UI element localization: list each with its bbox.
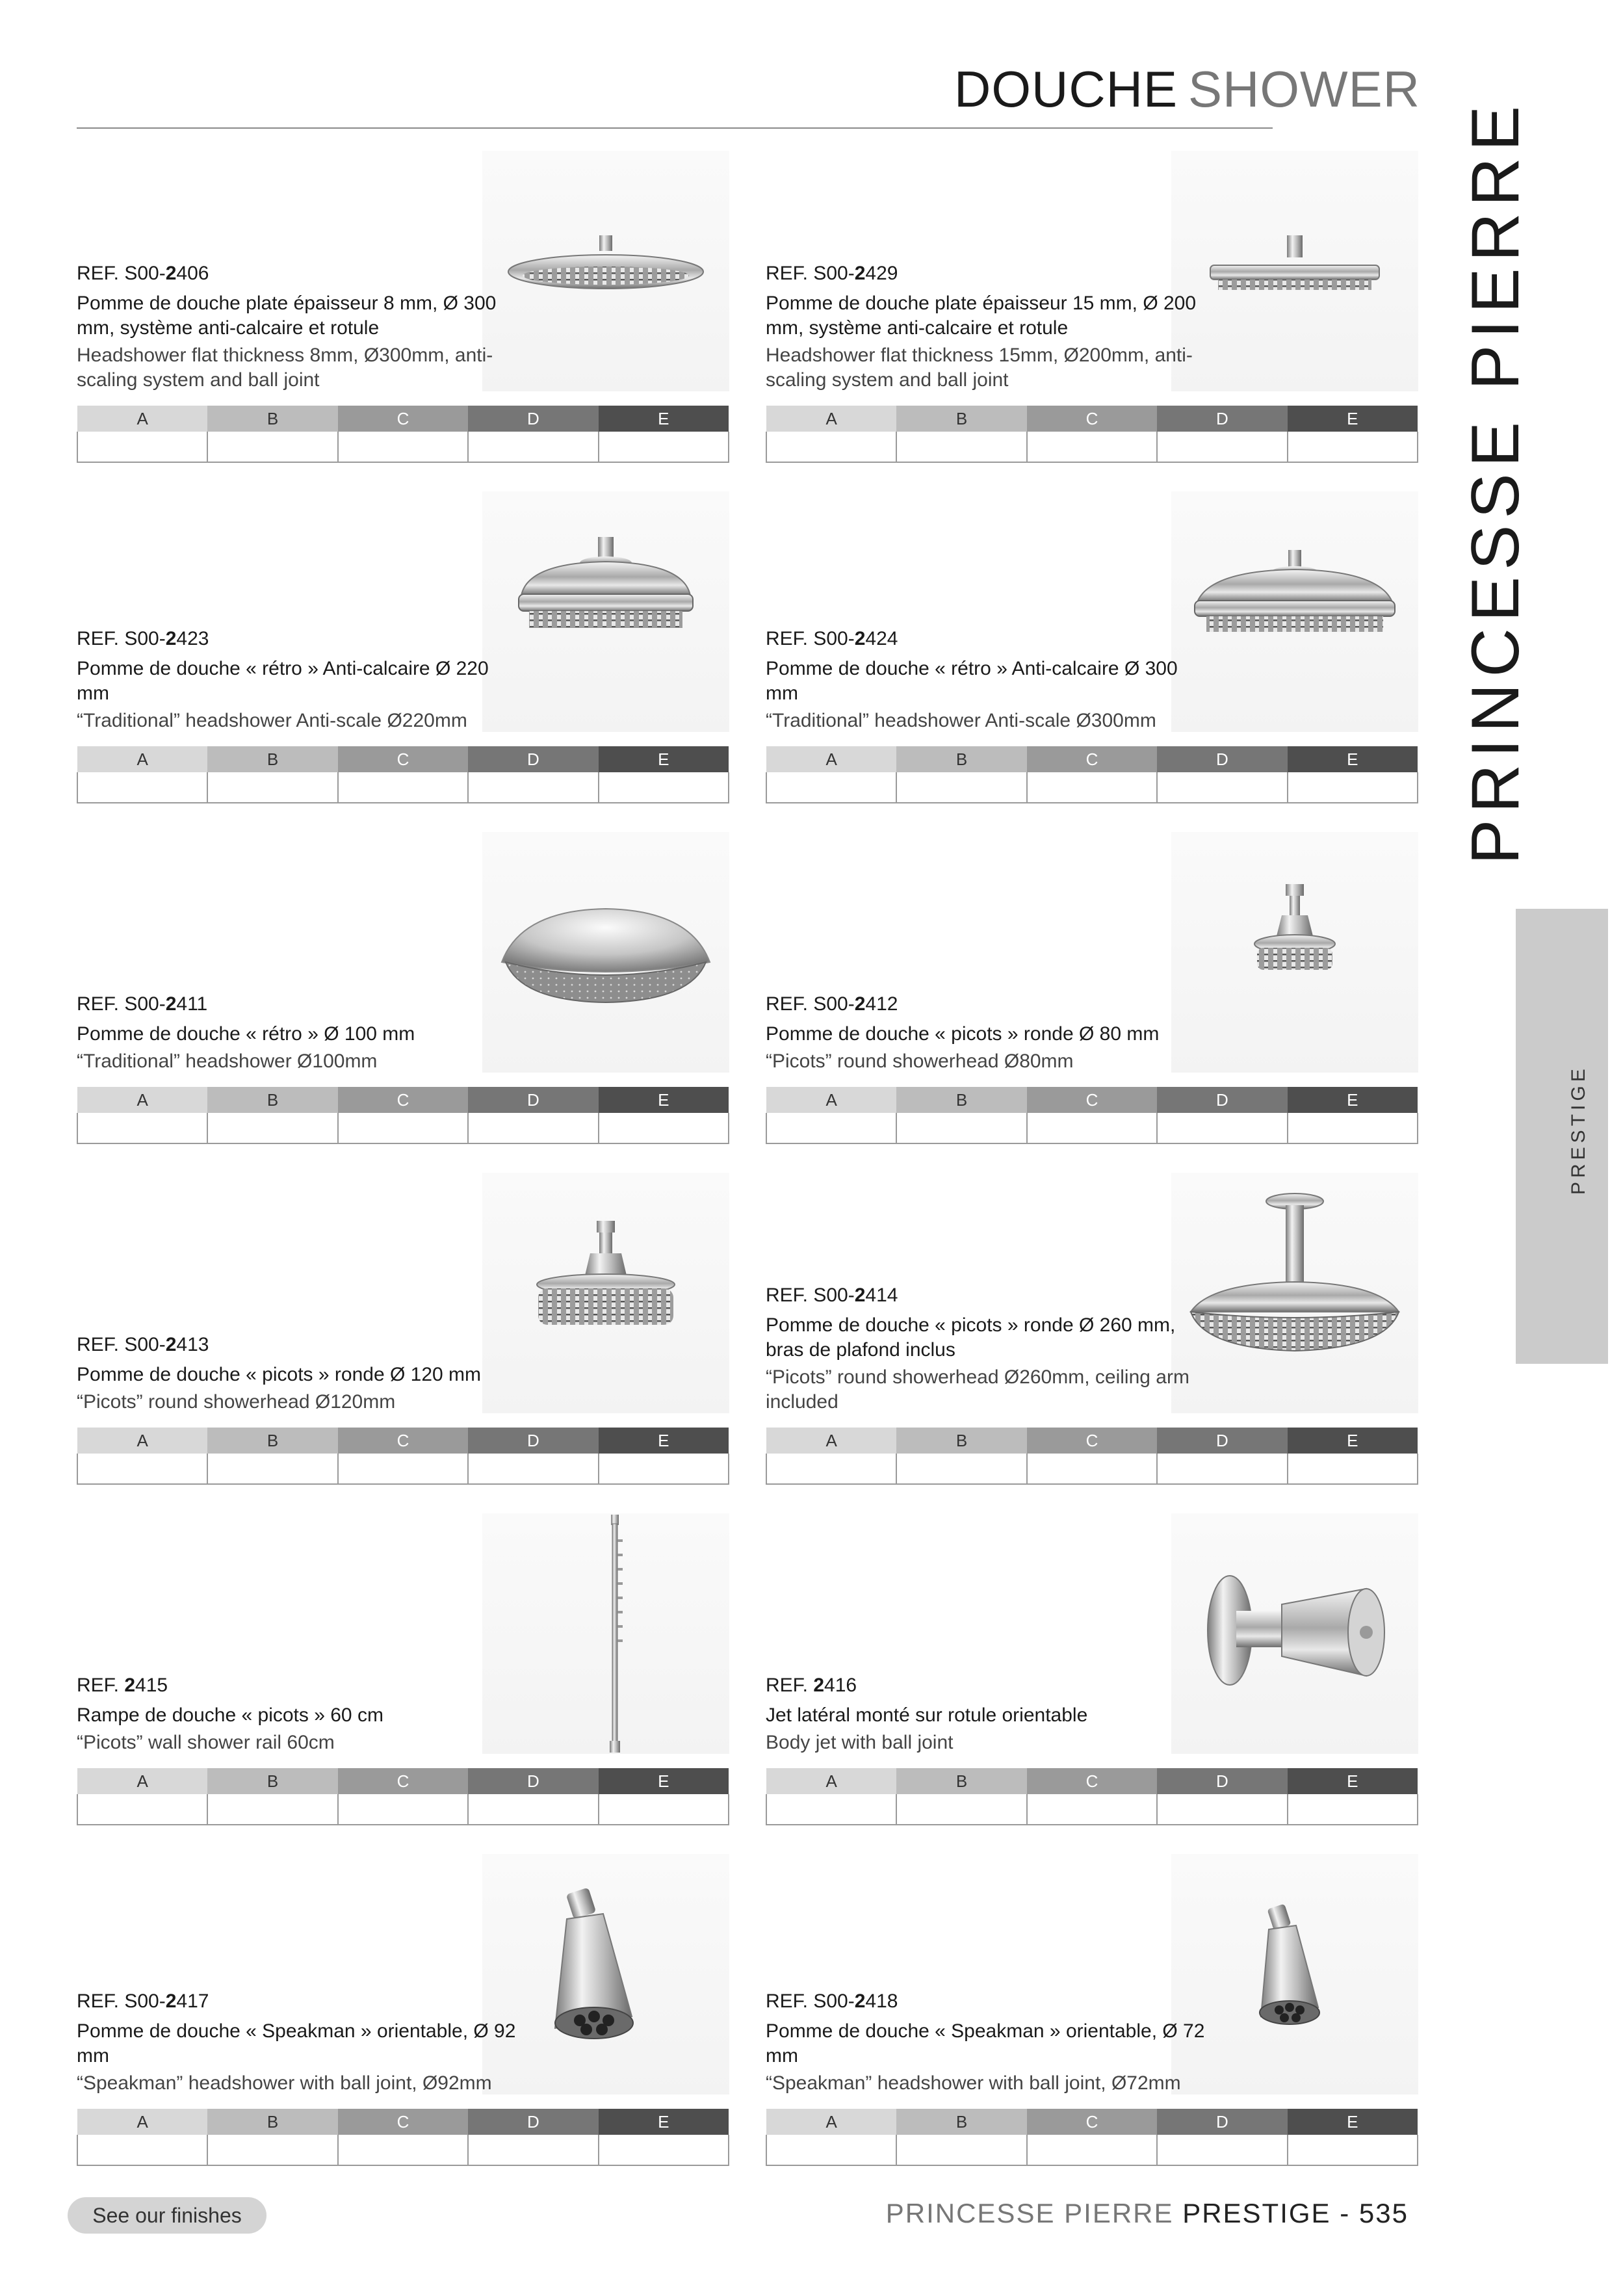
product-description-fr: Pomme de douche « rétro » Anti-calcaire Ø 220 mm: [77, 658, 489, 704]
finish-cell: [766, 772, 896, 803]
finish-cell: [207, 1454, 337, 1484]
finish-cell: [1288, 2135, 1418, 2165]
finish-cell: [896, 1454, 1026, 1484]
speakman-headshower-92-icon: [482, 1854, 729, 2094]
finish-col-b: B: [896, 1087, 1026, 1113]
finish-col-d: D: [1157, 2109, 1287, 2135]
finish-cell: [1288, 432, 1418, 462]
product-description-en: “Picots” round showerhead Ø120mm: [77, 1391, 396, 1413]
retro-headshower-220-icon: [482, 491, 729, 732]
finish-col-b: B: [896, 746, 1026, 772]
finish-cell: [599, 2135, 729, 2165]
product-ref: REF. S00-2412: [766, 993, 898, 1015]
product-card: [77, 1854, 729, 2166]
finish-cell: [1288, 1113, 1418, 1143]
product-image: [482, 151, 729, 391]
finish-col-e: E: [599, 1428, 729, 1454]
finish-cell: [1157, 2135, 1287, 2165]
product-description-fr: Pomme de douche plate épaisseur 8 mm, Ø 300 mm, système anti-calcaire et rotule: [77, 293, 497, 339]
finish-cell: [599, 432, 729, 462]
page-footer: [886, 2200, 1409, 2227]
finish-cell: [1027, 1794, 1157, 1825]
product-description-en: Body jet with ball joint: [766, 1732, 954, 1753]
finish-cell: [599, 1794, 729, 1825]
product-card: [766, 491, 1418, 803]
finish-col-e: E: [599, 1087, 729, 1113]
finish-cell: [896, 772, 1026, 803]
finish-cell: [1027, 1454, 1157, 1484]
finish-col-d: D: [468, 1087, 598, 1113]
shower-rail-icon: [482, 1513, 729, 1754]
product-image: [1171, 1854, 1418, 2094]
product-description-en: Headshower flat thickness 8mm, Ø300mm, anti-scaling system and ball joint: [77, 345, 493, 391]
finish-cell: [599, 1454, 729, 1484]
finish-cell: [1027, 432, 1157, 462]
finish-cell: [1157, 1454, 1287, 1484]
picots-showerhead-120-icon: [482, 1173, 729, 1413]
finish-col-d: D: [1157, 1768, 1287, 1794]
finish-col-a: A: [77, 406, 207, 432]
product-image: [1171, 1173, 1418, 1413]
product-description-en: Headshower flat thickness 15mm, Ø200mm, anti-scaling system and ball joint: [766, 345, 1193, 391]
product-image: [1171, 832, 1418, 1073]
finish-col-c: C: [1027, 746, 1157, 772]
finish-col-b: B: [207, 406, 337, 432]
finish-cell: [766, 432, 896, 462]
finish-col-a: A: [766, 2109, 896, 2135]
see-finishes-button[interactable]: See our finishes: [68, 2197, 266, 2234]
product-ref: REF. S00-2418: [766, 1990, 898, 2012]
finish-col-c: C: [338, 1087, 468, 1113]
finish-table: [77, 2109, 729, 2166]
finish-col-a: A: [766, 406, 896, 432]
product-description-en: “Traditional” headshower Anti-scale Ø300mm: [766, 710, 1156, 731]
finish-table: [766, 1428, 1418, 1485]
finish-col-a: A: [77, 2109, 207, 2135]
finish-col-d: D: [468, 2109, 598, 2135]
finish-table: [766, 1087, 1418, 1144]
finish-cell: [1027, 2135, 1157, 2165]
header-title-fr: DOUCHE: [954, 60, 1178, 118]
finish-col-c: C: [1027, 1087, 1157, 1113]
picots-showerhead-80-icon: [1171, 832, 1418, 1073]
finish-table: [77, 1428, 729, 1485]
finish-col-e: E: [599, 2109, 729, 2135]
finish-col-b: B: [207, 2109, 337, 2135]
finish-col-e: E: [599, 406, 729, 432]
finish-col-c: C: [1027, 1428, 1157, 1454]
flat-headshower-300-icon: [482, 151, 729, 391]
product-description-fr: Pomme de douche « picots » ronde Ø 80 mm: [766, 1023, 1160, 1045]
product-description-fr: Rampe de douche « picots » 60 cm: [77, 1704, 383, 1726]
page-number: 535: [1358, 2198, 1409, 2228]
product-image: [482, 1173, 729, 1413]
product-ref: REF. S00-2424: [766, 628, 898, 649]
product-image: [1171, 151, 1418, 391]
product-card: [766, 1854, 1418, 2166]
product-description-fr: Pomme de douche « Speakman » orientable, Ø 92 mm: [77, 2020, 516, 2067]
finish-col-c: C: [338, 1768, 468, 1794]
finish-cell: [207, 1113, 337, 1143]
finish-col-c: C: [1027, 406, 1157, 432]
finish-col-b: B: [207, 1428, 337, 1454]
product-ref: REF. 2415: [77, 1675, 168, 1696]
finish-cell: [1157, 772, 1287, 803]
product-ref: REF. S00-2406: [77, 263, 209, 284]
product-description-fr: Pomme de douche « rétro » Anti-calcaire Ø 300 mm: [766, 658, 1178, 704]
finish-col-d: D: [1157, 746, 1287, 772]
finish-col-d: D: [1157, 1428, 1287, 1454]
product-image: [482, 491, 729, 732]
dome-headshower-icon: [482, 832, 729, 1073]
finish-col-d: D: [468, 1768, 598, 1794]
vertical-brand-title: PRINCESSE PIERRE: [1458, 99, 1533, 865]
finish-col-e: E: [1288, 746, 1418, 772]
product-card: [77, 832, 729, 1144]
finish-cell: [1288, 772, 1418, 803]
finish-cell: [77, 432, 207, 462]
finish-col-d: D: [468, 1428, 598, 1454]
finish-col-c: C: [338, 2109, 468, 2135]
finish-col-c: C: [1027, 1768, 1157, 1794]
finish-cell: [1027, 1113, 1157, 1143]
finish-table: [77, 1087, 729, 1144]
product-description-en: “Speakman” headshower with ball joint, Ø92mm: [77, 2072, 492, 2094]
finish-col-e: E: [1288, 2109, 1418, 2135]
finish-table: [77, 406, 729, 463]
finish-table: [766, 1768, 1418, 1825]
finish-col-a: A: [766, 1428, 896, 1454]
finish-table: [77, 1768, 729, 1825]
product-card: [766, 1513, 1418, 1825]
finish-col-d: D: [1157, 406, 1287, 432]
product-ref: REF. S00-2423: [77, 628, 209, 649]
finish-cell: [468, 1113, 598, 1143]
finish-cell: [207, 1794, 337, 1825]
finish-col-d: D: [468, 746, 598, 772]
finish-col-a: A: [766, 1087, 896, 1113]
product-description-fr: Pomme de douche « picots » ronde Ø 260 mm, bras de plafond inclus: [766, 1314, 1176, 1361]
product-description-fr: Jet latéral monté sur rotule orientable: [766, 1704, 1088, 1726]
finish-cell: [468, 1794, 598, 1825]
finish-col-a: A: [766, 1768, 896, 1794]
product-ref: REF. S00-2429: [766, 263, 898, 284]
finish-col-e: E: [599, 1768, 729, 1794]
product-description-en: “Picots” round showerhead Ø80mm: [766, 1050, 1074, 1072]
finish-cell: [766, 1113, 896, 1143]
ceiling-showerhead-260-icon: [1171, 1173, 1418, 1413]
product-description-fr: Pomme de douche « Speakman » orientable, Ø 72 mm: [766, 2020, 1205, 2067]
finish-cell: [599, 772, 729, 803]
finish-cell: [896, 432, 1026, 462]
product-description-fr: Pomme de douche « rétro » Ø 100 mm: [77, 1023, 415, 1045]
finish-col-b: B: [207, 1768, 337, 1794]
footer-line: PRESTIGE: [1182, 2198, 1331, 2228]
product-ref: REF. S00-2411: [77, 993, 208, 1015]
finish-col-a: A: [77, 746, 207, 772]
finish-col-e: E: [599, 746, 729, 772]
finish-col-c: C: [338, 406, 468, 432]
product-ref: REF. S00-2413: [77, 1334, 209, 1355]
finish-cell: [207, 772, 337, 803]
product-card: [77, 151, 729, 463]
finish-cell: [1288, 1794, 1418, 1825]
product-description-fr: Pomme de douche « picots » ronde Ø 120 mm: [77, 1364, 482, 1385]
product-ref: REF. S00-2414: [766, 1285, 898, 1306]
finish-col-e: E: [1288, 406, 1418, 432]
finish-col-d: D: [468, 406, 598, 432]
finish-cell: [338, 1454, 468, 1484]
header-divider: [77, 127, 1273, 129]
product-image: [482, 1513, 729, 1754]
finish-col-b: B: [207, 746, 337, 772]
finish-cell: [896, 1113, 1026, 1143]
speakman-headshower-72-icon: [1171, 1854, 1418, 2094]
finish-col-b: B: [207, 1087, 337, 1113]
flat-headshower-200-icon: [1171, 151, 1418, 391]
finish-cell: [766, 1454, 896, 1484]
footer-brand: PRINCESSE PIERRE: [885, 2198, 1174, 2228]
finish-col-a: A: [77, 1428, 207, 1454]
finish-cell: [77, 1794, 207, 1825]
finish-cell: [77, 1454, 207, 1484]
finish-col-a: A: [77, 1768, 207, 1794]
section-tab-label: PRESTIGE: [1568, 1065, 1589, 1195]
finish-cell: [207, 2135, 337, 2165]
retro-headshower-300-icon: [1171, 491, 1418, 732]
product-image: [482, 832, 729, 1073]
finish-col-b: B: [896, 1768, 1026, 1794]
finish-cell: [1027, 772, 1157, 803]
product-description-en: “Speakman” headshower with ball joint, Ø72mm: [766, 2072, 1181, 2094]
header-title-en: SHOWER: [1188, 60, 1420, 118]
finish-col-b: B: [896, 406, 1026, 432]
finish-cell: [599, 1113, 729, 1143]
finish-col-d: D: [1157, 1087, 1287, 1113]
finish-table: [766, 2109, 1418, 2166]
product-card: [766, 832, 1418, 1144]
finish-col-b: B: [896, 1428, 1026, 1454]
product-description-en: “Traditional” headshower Ø100mm: [77, 1050, 378, 1072]
product-image: [1171, 491, 1418, 732]
finish-cell: [1157, 1794, 1287, 1825]
finish-cell: [468, 2135, 598, 2165]
finish-cell: [1157, 432, 1287, 462]
finish-cell: [1157, 1113, 1287, 1143]
finish-col-e: E: [1288, 1768, 1418, 1794]
finish-cell: [766, 1794, 896, 1825]
product-card: [766, 151, 1418, 463]
finish-cell: [338, 1794, 468, 1825]
page-header: [954, 60, 1420, 118]
footer-separator: -: [1340, 2198, 1351, 2228]
finish-cell: [338, 772, 468, 803]
product-image: [1171, 1513, 1418, 1754]
finish-cell: [468, 1454, 598, 1484]
finish-col-c: C: [338, 1428, 468, 1454]
product-description-en: “Picots” round showerhead Ø260mm, ceiling arm included: [766, 1366, 1189, 1413]
finish-cell: [1288, 1454, 1418, 1484]
finish-col-c: C: [1027, 2109, 1157, 2135]
section-tab[interactable]: [1516, 909, 1608, 1364]
finish-table: [766, 746, 1418, 803]
product-description-fr: Pomme de douche plate épaisseur 15 mm, Ø 200 mm, système anti-calcaire et rotule: [766, 293, 1197, 339]
finish-cell: [896, 2135, 1026, 2165]
finish-col-a: A: [77, 1087, 207, 1113]
finish-cell: [338, 1113, 468, 1143]
finish-cell: [77, 1113, 207, 1143]
finish-col-c: C: [338, 746, 468, 772]
finish-col-e: E: [1288, 1428, 1418, 1454]
finish-cell: [77, 2135, 207, 2165]
finish-cell: [207, 432, 337, 462]
finish-table: [77, 746, 729, 803]
product-ref: REF. S00-2417: [77, 1990, 209, 2012]
product-card: [77, 1173, 729, 1485]
product-card: [77, 1513, 729, 1825]
product-card: [766, 1173, 1418, 1485]
finish-cell: [338, 2135, 468, 2165]
product-ref: REF. 2416: [766, 1675, 857, 1696]
finish-col-e: E: [1288, 1087, 1418, 1113]
body-jet-icon: [1171, 1513, 1418, 1754]
finish-cell: [338, 432, 468, 462]
finish-col-b: B: [896, 2109, 1026, 2135]
product-image: [482, 1854, 729, 2094]
finish-cell: [766, 2135, 896, 2165]
product-description-en: “Picots” wall shower rail 60cm: [77, 1732, 335, 1753]
finish-table: [766, 406, 1418, 463]
finish-cell: [77, 772, 207, 803]
finish-cell: [468, 432, 598, 462]
finish-cell: [896, 1794, 1026, 1825]
finish-col-a: A: [766, 746, 896, 772]
finish-cell: [468, 772, 598, 803]
product-description-en: “Traditional” headshower Anti-scale Ø220mm: [77, 710, 467, 731]
product-card: [77, 491, 729, 803]
